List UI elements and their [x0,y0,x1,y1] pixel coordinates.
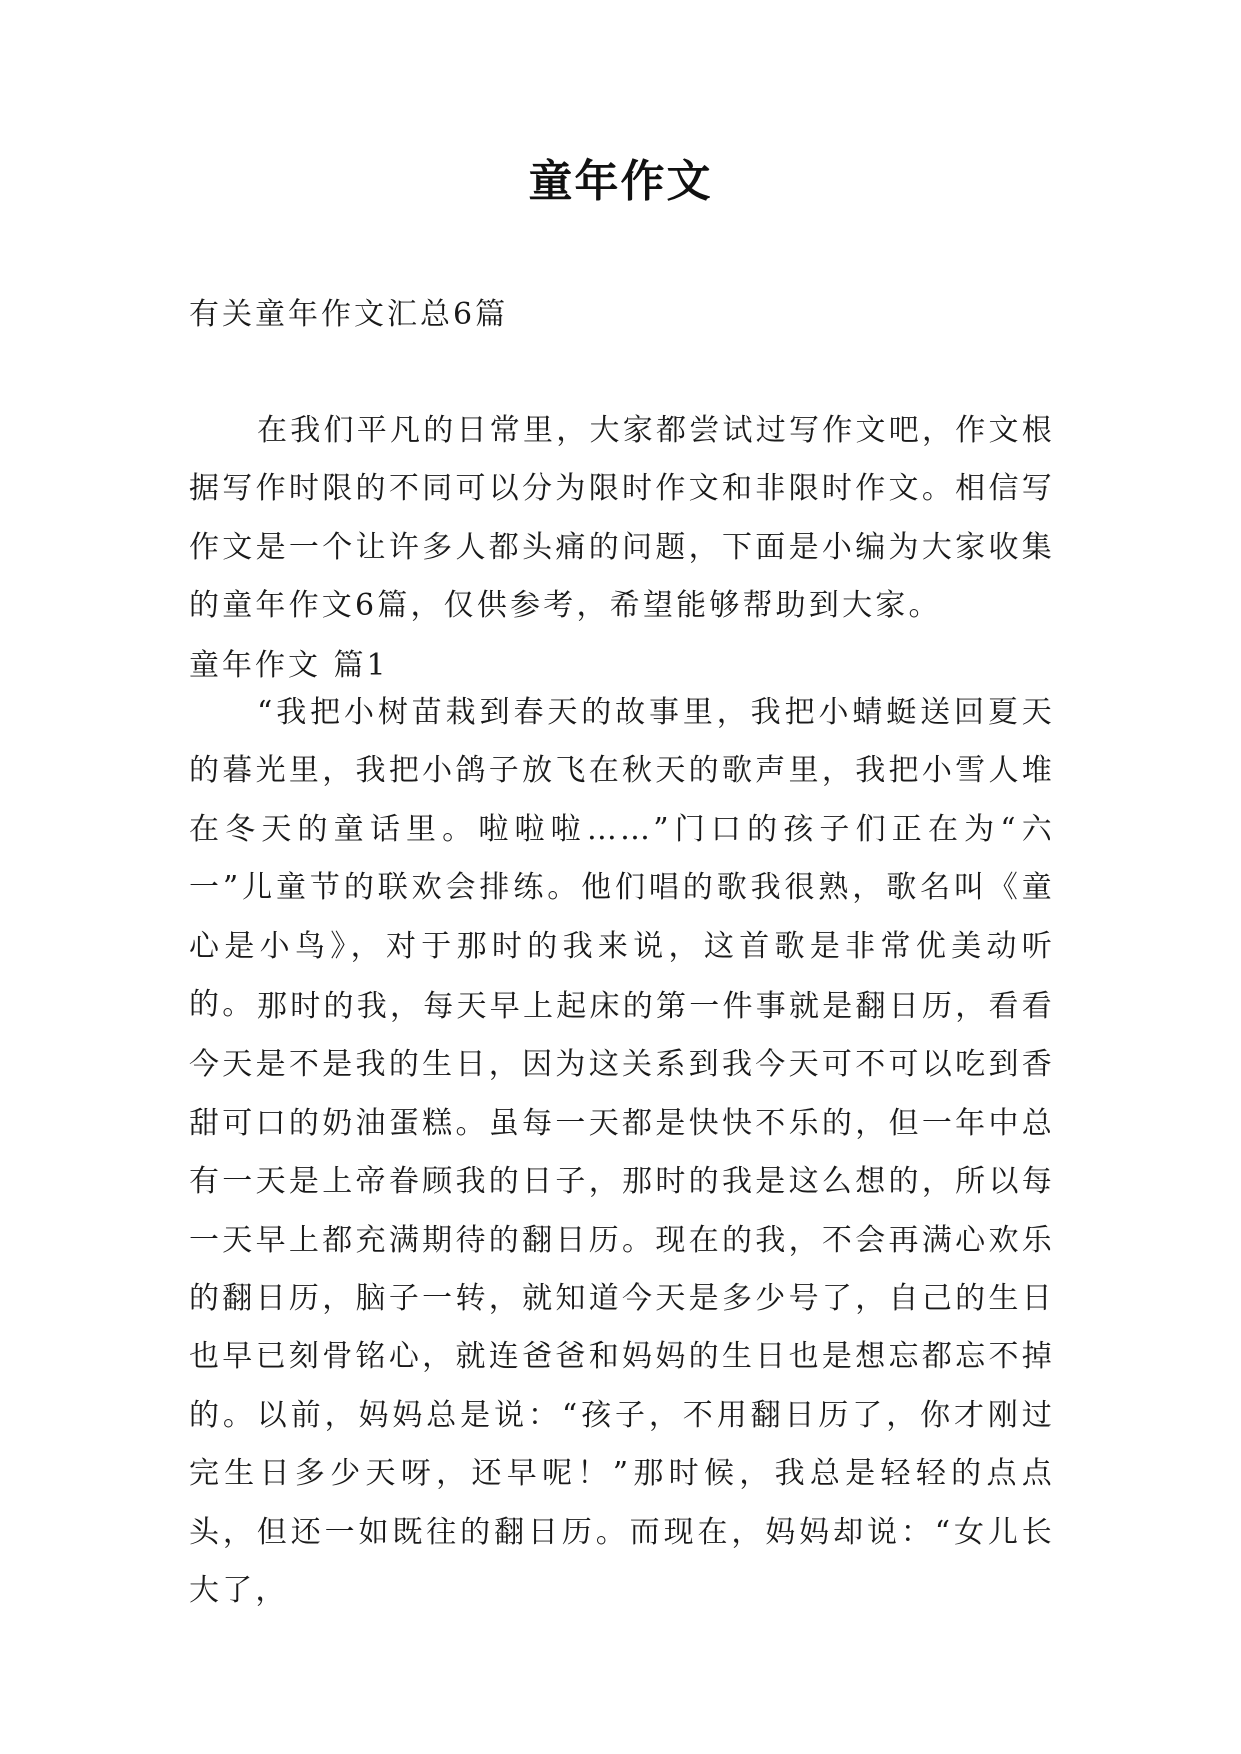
intro-paragraph: 在我们平凡的日常里，大家都尝试过写作文吧，作文根据写作时限的不同可以分为限时作文和非限时作文。相信写作文是一个让许多人都头痛的问题，下面是小编为大家收集的童年作文6篇，仅供参考，希望能够帮助到大家。 [189,413,1055,624]
body-paragraph: 那时的我，每天早上起床的第一件事就是翻日历，看看今天是不是我的生日，因为这关系到我今天可不可以吃到香甜可口的奶油蛋糕。虽每一天都是快快不乐的，但一年中总有一天是上帝眷顾我的日子，那时的我是这么想的，所以每一天早上都充满期待的翻日历。现在的我，不会再满心欢乐的翻日历，脑子一转，就知道今天是多少号了，自己的生日也早已刻骨铭心，就连爸爸和妈妈的生日也是想忘都忘不掉的。以前，妈妈总是说：“孩子，不用翻日历了，你才刚过完生日多少天呀，还早呢！”那时候，我总是轻轻的点点头，但还一如既往的翻日历。而现在，妈妈却说：“女儿长大了， [189,989,1055,1609]
body-paragraph: “我把小树苗栽到春天的故事里，我把小蜻蜓送回夏天的暮光里，我把小鸽子放飞在秋天的歌声里，我把小雪人堆在冬天的童话里。啦啦啦……”门口的孩子们正在为“六一”儿童节的联欢会排练。他们唱的歌我很熟，歌名叫《童心是小鸟》，对于那时的我来说，这首歌是非常优美动听的。 [189,695,1055,1023]
document-title: 童年作文 [528,156,713,207]
document-subtitle: 有关童年作文汇总6篇 [189,297,509,332]
section-heading: 童年作文 篇1 [189,648,389,683]
